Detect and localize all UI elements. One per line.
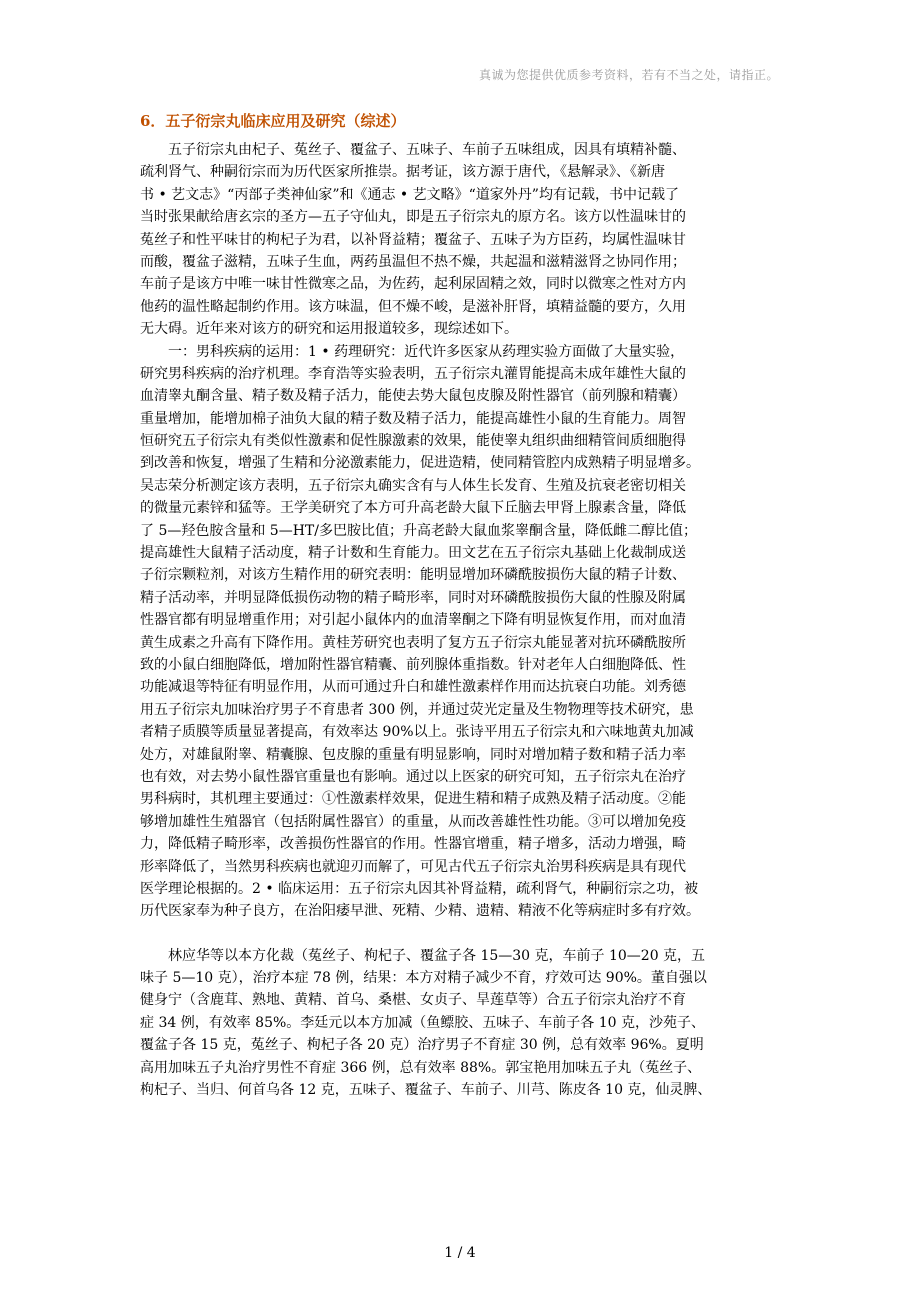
- section-title: 6．五子衍宗丸临床应用及研究（综述）: [140, 112, 406, 130]
- text-line: 到改善和恢复，增强了生精和分泌激素能力，促进造精，使同精管腔内成熟精子明显增多。: [140, 455, 700, 472]
- text-line: 吴志荣分析测定该方表明，五子衍宗丸确实含有与人体生长发育、生殖及抗衰老密切相关: [140, 477, 686, 494]
- text-line: 书 • 艺文志》“丙部子类神仙家”和《通志 • 艺文略》“道家外丹”均有记载，书中记载了: [140, 186, 679, 203]
- text-line: 力，降低精子畸形率，改善损伤性器官的作用。性器官增重，精子增多，活动力增强，畸: [140, 836, 686, 853]
- text-line: 车前子是该方中唯一味甘性微寒之品，为佐药，起利尿固精之效，同时以微寒之性对方内: [140, 276, 686, 293]
- text-line: 枸杞子、当归、何首乌各 12 克，五味子、覆盆子、车前子、川芎、陈皮各 10 克，仙灵脾、: [140, 1082, 712, 1099]
- text-line: 当时张果献给唐玄宗的圣方—五子守仙丸，即是五子衍宗丸的原方名。该方以性温味甘的: [140, 209, 686, 226]
- body-text: [140, 139, 781, 1101]
- text-line: 他药的温性略起制约作用。该方味温，但不燥不峻，是滋补肝肾，填精益髓的要方，久用: [140, 298, 686, 315]
- text-line: 研究男科疾病的治疗机理。李育浩等实验表明，五子衍宗丸灌胃能提高未成年雄性大鼠的: [140, 365, 686, 382]
- text-line: 者精子质膜等质量显著提高，有效率达 90%以上。张诗平用五子衍宗丸和六味地黄丸加减: [140, 724, 694, 741]
- text-line: 血清睾丸酮含量、精子数及精子活力，能使去势大鼠包皮腺及附性器官（前列腺和精囊）: [140, 388, 686, 405]
- text-line: 医学理论根据的。2 • 临床运用：五子衍宗丸因其补肾益精，疏利肾气，种嗣衍宗之功，被: [140, 880, 699, 897]
- text-line: 症 34 例，有效率 85%。李廷元以本方加减（鱼鳔胶、五味子、车前子各 10 克，沙苑子、: [140, 1014, 705, 1031]
- text-line: 味子 5—10 克），治疗本症 78 例，结果：本方对精子减少不育，疗效可达 90%。董自强以: [140, 970, 707, 987]
- text-line: 健身宁（含鹿茸、熟地、黄精、首乌、桑椹、女贞子、旱莲草等）合五子衍宗丸治疗不育: [140, 992, 686, 1009]
- text-line: 而酸，覆盆子滋精，五味子生血，两药虽温但不热不燥，共起温和滋精滋肾之协同作用；: [140, 253, 686, 270]
- text-line: 林应华等以本方化裁（菟丝子、枸杞子、覆盆子各 15—30 克，车前子 10—20 克，五: [140, 947, 706, 964]
- text-line: 疏利肾气、种嗣衍宗而为历代医家所推崇。据考证，该方源于唐代，《悬解录》、《新唐: [140, 164, 665, 181]
- text-line: 形率降低了，当然男科疾病也就迎刃而解了，可见古代五子衍宗丸治男科疾病是具有现代: [140, 858, 686, 875]
- text-line: 重量增加，能增加棉子油负大鼠的精子数及精子活力，能提高雄性小鼠的生育能力。周智: [140, 410, 686, 427]
- text-line: 男科病时，其机理主要通过：①性激素样效果，促进生精和精子成熟及精子活动度。②能: [140, 791, 686, 808]
- text-line: 高用加味五子丸治疗男性不育症 366 例，总有效率 88%。郭宝艳用加味五子丸（菟丝子、: [140, 1059, 702, 1076]
- page-number: 1 / 4: [444, 1245, 476, 1261]
- text-line: 性器官都有明显增重作用；对引起小鼠体内的血清睾酮之下降有明显恢复作用，而对血清: [140, 612, 686, 629]
- text-line: 处方，对雄鼠附睾、精囊腺、包皮腺的重量有明显影响，同时对增加精子数和精子活力率: [140, 746, 686, 763]
- text-line: 子衍宗颗粒剂，对该方生精作用的研究表明：能明显增加环磷酰胺损伤大鼠的精子计数、: [140, 567, 686, 584]
- text-line: 五子衍宗丸由杞子、菟丝子、覆盆子、五味子、车前子五味组成，因具有填精补髓、: [140, 142, 686, 158]
- text-line: 致的小鼠白细胞降低，增加附性器官精囊、前列腺体重指数。针对老年人白细胞降低、性: [140, 656, 686, 673]
- text-line: 无大碍。近年来对该方的研究和运用报道较多，现综述如下。: [140, 321, 518, 338]
- header-note: 真诚为您提供优质参考资料，若有不当之处，请指正。: [478, 68, 779, 82]
- text-line: 黄生成素之升高有下降作用。黄桂芳研究也表明了复方五子衍宗丸能显著对抗环磷酰胺所: [140, 634, 686, 651]
- text-line: 提高雄性大鼠精子活动度，精子计数和生育能力。田文艺在五子衍宗丸基础上化裁制成送: [140, 545, 686, 562]
- text-line: 恒研究五子衍宗丸有类似性激素和促性腺激素的效果，能使睾丸组织曲细精管间质细胞得: [140, 433, 686, 450]
- text-line: 也有效，对去势小鼠性器官重量也有影响。通过以上医家的研究可知，五子衍宗丸在治疗: [140, 768, 686, 785]
- text-line: 功能减退等特征有明显作用，从而可通过升白和雄性激素样作用而达抗衰白功能。刘秀德: [140, 679, 686, 696]
- text-line: 了 5—羟色胺含量和 5—HT/多巴胺比值；升高老龄大鼠血浆睾酮含量，降低雌二醇比值；: [140, 522, 697, 539]
- text-line: 覆盆子各 15 克，菟丝子、枸杞子各 20 克）治疗男子不育症 30 例，总有效率 96%。夏明: [140, 1037, 704, 1054]
- text-line: 用五子衍宗丸加味治疗男子不育患者 300 例，并通过荧光定量及生物物理等技术研究，患: [140, 701, 694, 718]
- text-line: 菟丝子和性平味甘的枸杞子为君，以补肾益精；覆盆子、五味子为方臣药，均属性温味甘: [140, 231, 686, 248]
- paragraph-gap: [140, 923, 781, 945]
- text-line: 历代医家奉为种子良方，在治阳痿早泄、死精、少精、遗精、精液不化等病症时多有疗效。: [140, 903, 700, 920]
- text-line: 的微量元素锌和猛等。王学美研究了本方可升高老龄大鼠下丘脑去甲肾上腺素含量，降低: [140, 500, 686, 517]
- text-line: 一：男科疾病的运用：1 • 药理研究：近代许多医家从药理实验方面做了大量实验，: [140, 343, 685, 360]
- text-line: 够增加雄性生殖器官（包括附属性器官）的重量，从而改善雄性性功能。③可以增加免疫: [140, 813, 686, 830]
- text-line: 精子活动率，并明显降低损伤动物的精子畸形率，同时对环磷酰胺损伤大鼠的性腺及附属: [140, 589, 686, 606]
